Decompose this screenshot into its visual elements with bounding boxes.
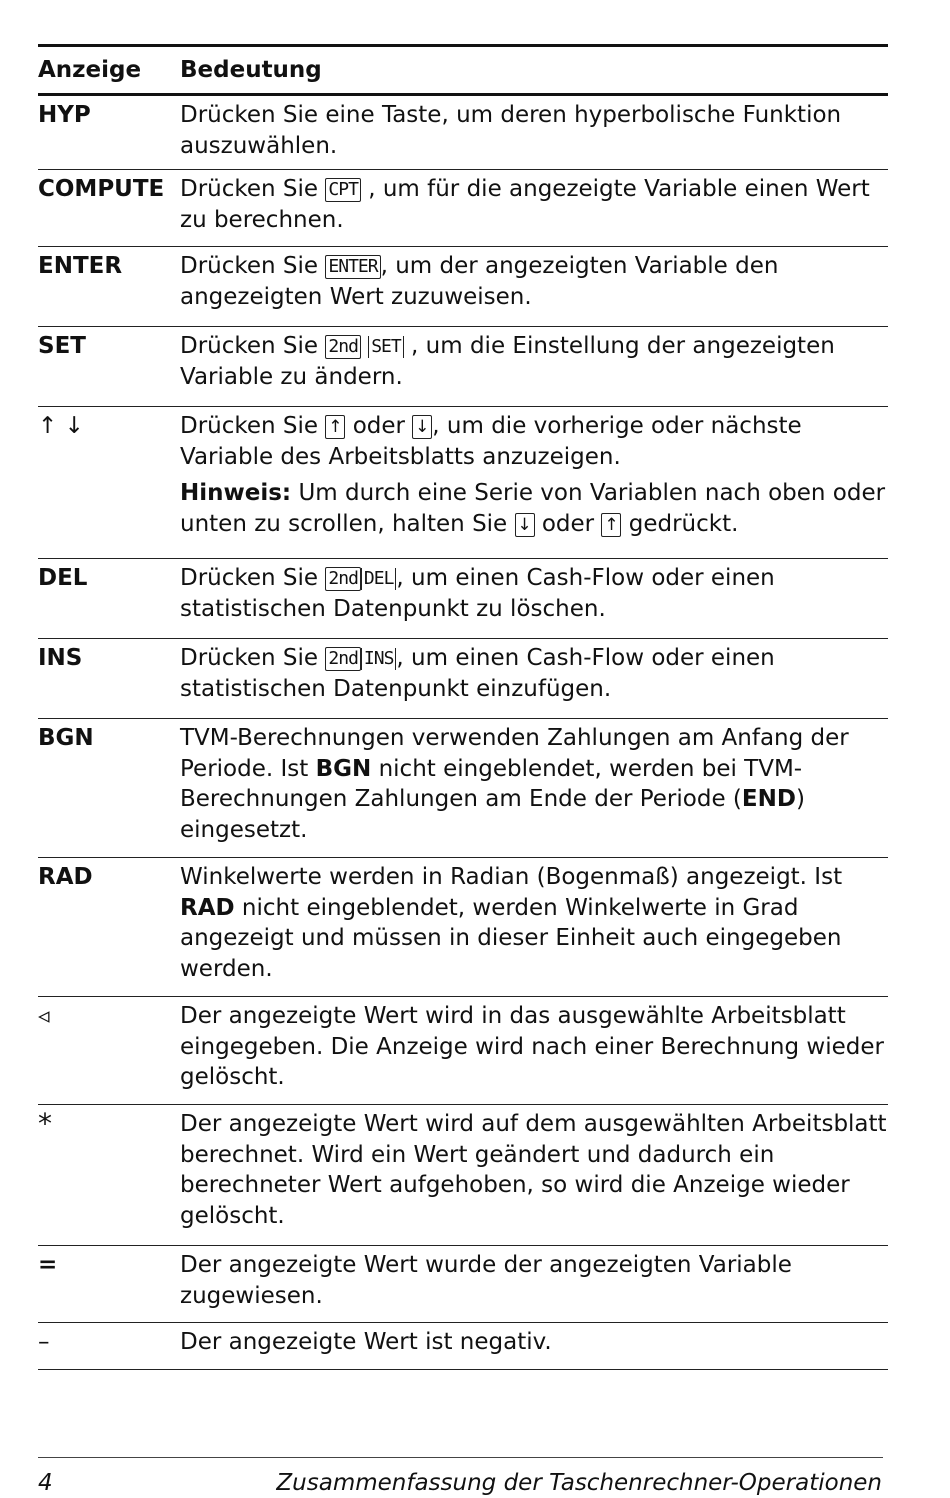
- meaning-text: Drücken Sie: [180, 645, 319, 671]
- meaning-text: TVM-Berechnungen verwenden Zahlungen am Anfang der Periode. Ist: [180, 725, 849, 782]
- cpt-key: CPT: [325, 178, 361, 202]
- meaning-text: ) eingesetzt.: [180, 786, 805, 843]
- computed-indicator-icon: *: [38, 1107, 52, 1140]
- table-row: [38, 719, 888, 858]
- meaning-text: Drücken Sie: [180, 253, 319, 279]
- down-arrow-key-icon: ↓: [515, 513, 535, 537]
- enter-key: ENTER: [325, 255, 380, 279]
- note-text: gedrückt.: [621, 510, 739, 537]
- meaning-text: , um die vorherige oder nächste Variable des Arbeitsblatts anzuzeigen.: [180, 413, 802, 470]
- indicator-meaning: [180, 639, 888, 718]
- indicator-meaning: [180, 997, 888, 1104]
- table-row: [38, 559, 888, 639]
- meaning-text: Drücken Sie: [180, 333, 319, 359]
- end-bold: END: [741, 786, 796, 812]
- table-row: [38, 858, 888, 997]
- arrows-indicator: ↑ ↓: [38, 413, 84, 439]
- indicator-meaning: [180, 407, 888, 558]
- table-row: [38, 247, 888, 327]
- table-row: [38, 997, 888, 1105]
- meaning-text: oder: [345, 413, 413, 439]
- indicator-table: [38, 44, 888, 1370]
- meaning-text: , um für die angezeigte Variable einen Wert zu berechnen.: [180, 176, 870, 233]
- indicator-meaning: [180, 1246, 888, 1322]
- meaning-text: nicht eingeblendet, werden Winkelwerte in Grad angezeigt und müssen in dieser Einheit auch eingegeben werden.: [180, 894, 842, 982]
- indicator-meaning: [180, 1105, 888, 1245]
- note-text: Um durch eine Serie von Variablen nach oben oder unten zu scrollen, halten Sie: [180, 480, 886, 537]
- table-row: [38, 96, 888, 170]
- table-row: [38, 327, 888, 407]
- meaning-text: Der angezeigte Wert wird in das ausgewählte Arbeitsblatt eingegeben. Die Anzeige wird nach einer Berechnung wieder gelöscht.: [180, 1003, 884, 1090]
- second-key: 2nd: [325, 567, 361, 591]
- header-meaning: Bedeutung: [180, 57, 322, 83]
- up-arrow-key-icon: ↑: [601, 513, 621, 537]
- footer-title: Zusammenfassung der Taschenrechner-Operationen: [276, 1470, 882, 1496]
- meaning-text: Drücken Sie eine Taste, um deren hyperbolische Funktion auszuwählen.: [180, 102, 842, 159]
- indicator-meaning: [180, 170, 888, 246]
- indicator-label: HYP: [38, 102, 91, 128]
- indicator-meaning: [180, 96, 888, 169]
- up-arrow-key-icon: ↑: [325, 415, 345, 439]
- set-key: SET: [368, 336, 404, 358]
- indicator-label: BGN: [38, 725, 94, 751]
- meaning-text: , um einen Cash-Flow oder einen statistischen Datenpunkt einzufügen.: [180, 645, 775, 702]
- table-row: [38, 1323, 888, 1370]
- note: [180, 478, 888, 539]
- down-arrow-key-icon: ↓: [412, 415, 432, 439]
- entered-indicator-icon: ◃: [38, 1003, 50, 1029]
- footer-rule: [38, 1457, 883, 1458]
- table-row: [38, 1246, 888, 1323]
- meaning-text: Der angezeigte Wert wird auf dem ausgewählten Arbeitsblatt berechnet. Wird ein Wert geändert und dadurch ein berechneter Wert aufgehoben, so wird die Anzeige wieder gelöscht.: [180, 1111, 887, 1229]
- indicator-label: DEL: [38, 565, 88, 591]
- indicator-label: SET: [38, 333, 86, 359]
- meaning-text: Drücken Sie: [180, 565, 319, 591]
- table-row: [38, 407, 888, 559]
- assigned-indicator: =: [38, 1252, 58, 1278]
- indicator-label: RAD: [38, 864, 93, 890]
- note-label: Hinweis:: [180, 480, 292, 506]
- meaning-text: Drücken Sie: [180, 176, 319, 202]
- del-key: DEL: [361, 568, 397, 590]
- indicator-meaning: [180, 858, 888, 996]
- indicator-label: INS: [38, 645, 83, 671]
- page-number: 4: [38, 1470, 53, 1496]
- header-indicator: Anzeige: [38, 57, 142, 83]
- table-row: [38, 1105, 888, 1246]
- indicator-label: ENTER: [38, 253, 123, 279]
- table-row: [38, 170, 888, 247]
- indicator-meaning: [180, 719, 888, 857]
- indicator-meaning: [180, 559, 888, 638]
- meaning-text: Winkelwerte werden in Radian (Bogenmaß) angezeigt. Ist: [180, 864, 843, 890]
- meaning-text: , um einen Cash-Flow oder einen statistischen Datenpunkt zu löschen.: [180, 565, 775, 622]
- second-key: 2nd: [325, 335, 361, 359]
- indicator-meaning: [180, 327, 888, 406]
- table-row: [38, 639, 888, 719]
- meaning-text: , um die Einstellung der angezeigten Variable zu ändern.: [180, 333, 835, 390]
- meaning-text: Der angezeigte Wert wurde der angezeigten Variable zugewiesen.: [180, 1252, 792, 1309]
- rad-bold: RAD: [180, 894, 235, 921]
- meaning-text: , um der angezeigten Variable den angezeigten Wert zuzuweisen.: [180, 253, 779, 310]
- indicator-label: COMPUTE: [38, 176, 165, 202]
- meaning-text: nicht eingeblendet, werden bei TVM-Berechnungen Zahlungen am Ende der Periode (: [180, 755, 803, 812]
- bgn-bold: BGN: [315, 755, 372, 782]
- ins-key: INS: [361, 648, 397, 670]
- meaning-text: Der angezeigte Wert ist negativ.: [180, 1329, 552, 1355]
- indicator-meaning: [180, 247, 888, 326]
- table-header: [38, 47, 888, 96]
- indicator-meaning: [180, 1323, 888, 1369]
- note-text: oder: [534, 510, 602, 537]
- second-key: 2nd: [325, 647, 361, 671]
- negative-indicator: –: [38, 1329, 50, 1355]
- meaning-text: Drücken Sie: [180, 413, 319, 439]
